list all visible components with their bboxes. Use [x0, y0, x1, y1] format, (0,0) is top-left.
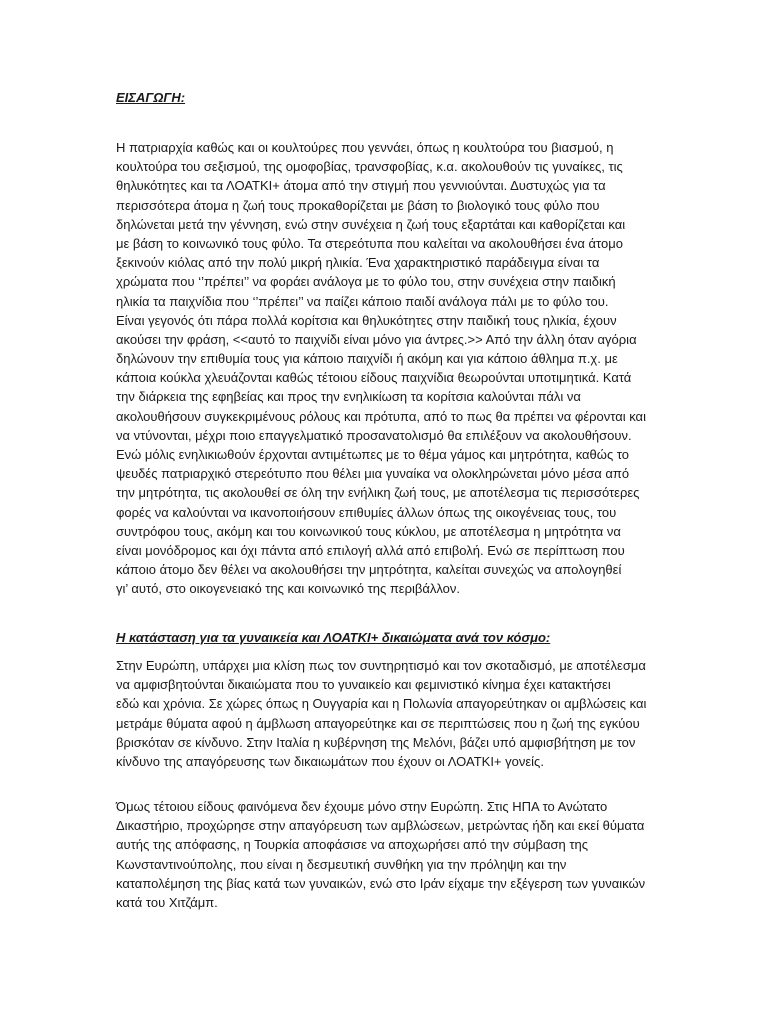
- paragraph-line: ακούσει την φράση, <<αυτό το παιχνίδι είναι μόνο για άντρες.>> Από την άλλη όταν αγόρια: [116, 331, 637, 347]
- paragraph-line: βρισκόταν σε κίνδυνο. Στην Ιταλία η κυβέρνηση της Μελόνι, βάζει υπό αμφισβήτηση με τον: [116, 734, 636, 750]
- paragraph-line: εδώ και χρόνια. Σε χώρες όπως η Ουγγαρία και η Πολωνία απαγορεύτηκαν οι αμβλώσεις και: [116, 696, 647, 712]
- paragraph-line: την μητρότητα, τις ακολουθεί σε όλη την ενήλικη ζωή τους, με αποτέλεσμα τις περισσότερες: [116, 485, 640, 501]
- paragraph-line: θηλυκότητες και τα ΛΟΑΤΚΙ+ άτομα από την στιγμή που γεννιούνται. Δυστυχώς για τα: [116, 178, 606, 194]
- paragraph-line: να ντύνονται, μέχρι ποιο επαγγελματικό προσανατολισμό θα επιλέξουν να ακολουθήσουν.: [116, 427, 632, 443]
- paragraph-line: ψευδές πατριαρχικό στερεότυπο που θέλει μια γυναίκα να ολοκληρώνεται μόνο μέσα από: [116, 466, 630, 482]
- paragraph-line: με βάση το κοινωνικό τους φύλο. Τα στερεότυπα που καλείται να ακολουθήσει ένα άτομο: [116, 235, 623, 251]
- paragraph-line: Η πατριαρχία καθώς και οι κουλτούρες που γεννάει, όπως η κουλτούρα του βιασμού, η: [116, 140, 614, 155]
- paragraph-line: κατά του Χιτζάμπ.: [116, 894, 218, 910]
- paragraph-line: κίνδυνο της απαγόρευσης των δικαιωμάτων που έχουν οι ΛΟΑΤΚΙ+ γονείς.: [116, 753, 544, 769]
- paragraph-line: περισσότερα άτομα η ζωή τους προκαθορίζεται με βάση το βιολογικό τους φύλο που: [116, 197, 600, 213]
- paragraph-line: Στην Ευρώπη, υπάρχει μια κλίση πως τον συντηρητισμό και τον σκοταδισμό, με αποτέλεσμα: [116, 658, 646, 673]
- paragraph-line: Δικαστήριο, προχώρησε στην απαγόρευση των αμβλώσεων, μετρώντας ήδη και εκεί θύματα: [116, 818, 645, 834]
- section-paragraph-1: [116, 656, 656, 771]
- paragraph-line: Όμως τέτοιου είδους φαινόμενα δεν έχουμε μόνο στην Ευρώπη. Στις ΗΠΑ το Ανώτατο: [116, 799, 608, 814]
- paragraph-line: ξεκινούν κιόλας από την πολύ μικρή ηλικία. Ένα χαρακτηριστικό παράδειγμα είναι τα: [116, 255, 600, 271]
- paragraph-line: καταπολέμηση της βίας κατά των γυναικών, ενώ στο Ιράν είχαμε την εξέγερση των γυναικών: [116, 875, 646, 891]
- paragraph-line: Κωνσταντινούπολης, που είναι η δεσμευτική συνθήκη για την πρόληψη και την: [116, 856, 567, 872]
- paragraph-line: να αμφισβητούνται δικαιώματα που το γυναικείο και φεμινιστικό κίνημα έχει κατακτήσει: [116, 677, 611, 693]
- paragraph-line: είναι μονόδρομος και όχι πάντα από επιλογή αλλά από επιβολή. Ενώ σε περίπτωση που: [116, 542, 625, 558]
- paragraph-line: κάποια κούκλα χλευάζονται καθώς τέτοιου είδους παιχνίδια θεωρούνται υποτιμητικά. Κατά: [116, 370, 632, 386]
- section-heading: Η κατάσταση για τα γυναικεία και ΛΟΑΤΚΙ+ δικαιώματα ανά τον κόσμο:: [116, 630, 551, 645]
- paragraph-line: Ενώ μόλις ενηλικιωθούν έρχονται αντιμέτωπες με το θέμα γάμος και μητρότητα, καθώς το: [116, 447, 629, 462]
- intro-heading: ΕΙΣΑΓΩΓΗ:: [116, 90, 186, 105]
- paragraph-line: αυτής της απόφασης, η Τουρκία αποφάσισε να αποχωρήσει από την σύμβαση της: [116, 837, 588, 853]
- paragraph-line: κάποιο άτομο δεν θέλει να ακολουθήσει την μητρότητα, καλείται συνεχώς να απολογηθεί: [116, 562, 622, 578]
- paragraph-line: γι’ αυτό, στο οικογενειακό της και κοινωνικό της περιβάλλον.: [116, 581, 461, 597]
- paragraph-line: την διάρκεια της εφηβείας και προς την ενηλικίωση τα κορίτσια καλούνται πάλι να: [116, 389, 581, 405]
- paragraph-line: δηλώνουν την επιθυμία τους για κάποιο παιχνίδι ή ακόμη και για κάποιο άθλημα π.χ. με: [116, 351, 618, 367]
- paragraph-line: συντρόφου τους, ακόμη και του κοινωνικού τους κύκλου, με αποτέλεσμα η μητρότητα να: [116, 523, 621, 539]
- paragraph-line: δηλώνεται μετά την γέννηση, ενώ στην συνέχεια η ζωή τους εξαρτάται και καθορίζεται και: [116, 216, 626, 232]
- paragraph-line: ακολουθήσουν συγκεκριμένους ρόλους και πρότυπα, από το πως θα πρέπει να φέρονται και: [116, 408, 646, 424]
- intro-paragraph: [116, 138, 656, 599]
- paragraph-line: ηλικία τα παιχνίδια που ‘’πρέπει’’ να παίζει κάποιο παιδί ανάλογα πάλι με το φύλο του.: [116, 293, 609, 309]
- paragraph-line: χρώματα που ‘’πρέπει’’ να φοράει ανάλογα με το φύλο του, στην συνέχεια στην παιδική: [116, 274, 616, 290]
- paragraph-line: μετράμε θύματα αφού η άμβλωση απαγορεύτηκε και σε περιπτώσεις που η ζωή της εγκύου: [116, 715, 640, 731]
- paragraph-line: φορές να καλούνται να ικανοποιήσουν επιθυμίες άλλων όπως της οικογένειας τους, του: [116, 504, 617, 520]
- paragraph-line: κουλτούρα του σεξισμού, της ομοφοβίας, τρανσφοβίας, κ.α. ακολουθούν τις γυναίκες, τις: [116, 159, 623, 175]
- section-paragraph-2: [116, 797, 656, 912]
- paragraph-line: Είναι γεγονός ότι πάρα πολλά κορίτσια και θηλυκότητες στην παιδική τους ηλικία, έχουν: [116, 312, 617, 328]
